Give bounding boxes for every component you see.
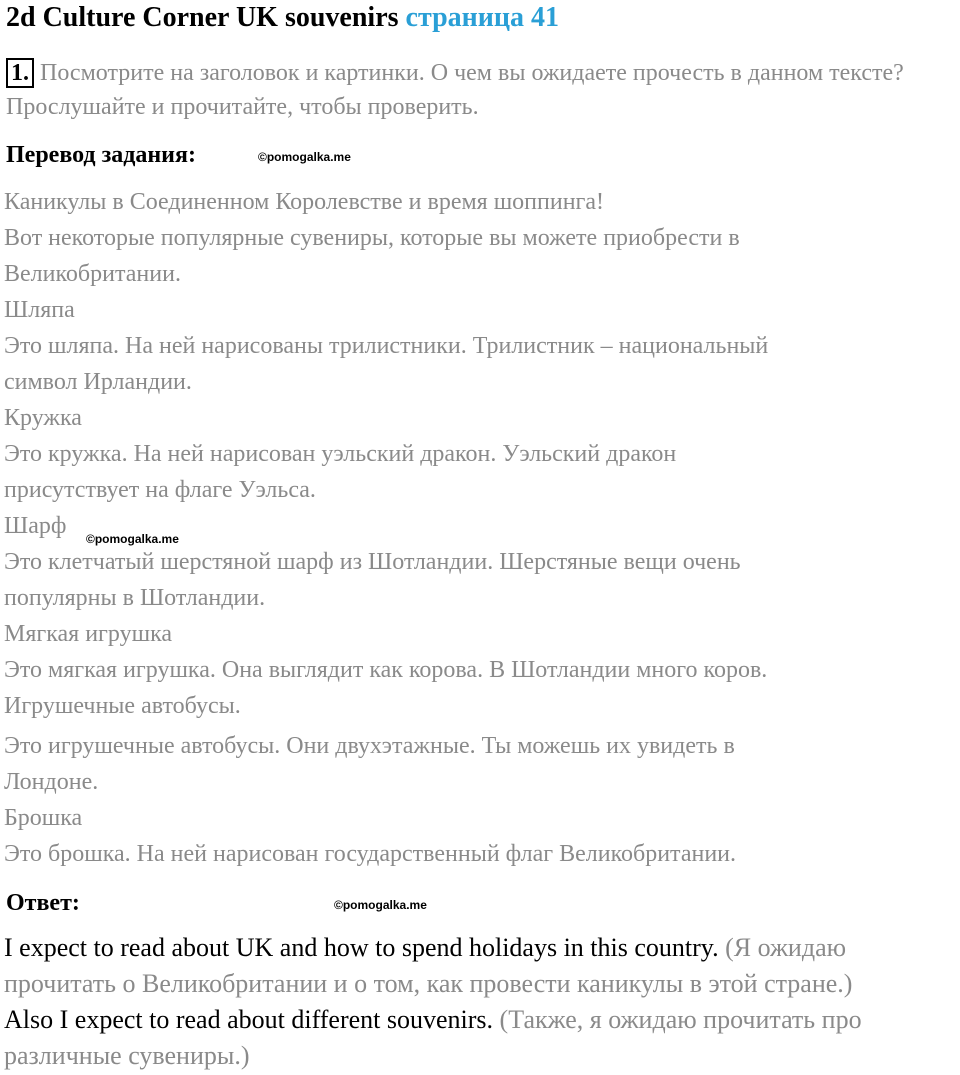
answer-text (4, 930, 960, 1074)
translation-line: Это клетчатый шерстяной шарф из Шотландии. Шерстяные вещи очень (4, 549, 741, 575)
answer-heading: Ответ: (6, 890, 80, 916)
translation-line: Игрушечные автобусы. (4, 693, 241, 719)
translation-line: Каникулы в Соединенном Королевстве и время шоппинга! (4, 189, 605, 215)
answer-english-2: Also I expect to read about different souvenirs. (4, 1005, 494, 1034)
task-number: 1. (6, 58, 34, 88)
translation-line: Шляпа (4, 297, 75, 323)
translation-line: Это кружка. На ней нарисован уэльский дракон. Уэльский дракон (4, 441, 677, 467)
translation-line: Великобритании. (4, 261, 181, 287)
answer-russian-1: (Я ожидаю прочитать о Великобритании и о том, как провести каникулы в этой стране.) (4, 933, 853, 998)
title-page-number: страница 41 (405, 2, 560, 33)
translation-line: Это брошка. На ней нарисован государственный флаг Великобритании. (4, 841, 737, 867)
translation-group-2 (4, 544, 944, 724)
translation-line: популярны в Шотландии. (4, 585, 266, 611)
translation-line: присутствует на флаге Уэльса. (4, 477, 316, 503)
title-main: 2d Culture Corner UK souvenirs (6, 2, 399, 33)
translation-line: Лондоне. (4, 769, 99, 795)
translation-group-1 (4, 184, 944, 508)
translation-line: Брошка (4, 805, 83, 831)
translation-line: Кружка (4, 405, 82, 431)
translation-group-3 (4, 728, 944, 872)
translation-heading: Перевод задания: (6, 142, 196, 168)
translation-line: Мягкая игрушка (4, 621, 173, 647)
translation-line: Это шляпа. На ней нарисованы трилистники. Трилистник – национальный (4, 333, 769, 359)
translation-line: символ Ирландии. (4, 369, 192, 395)
task-instruction (6, 56, 946, 124)
answer-english-1: I expect to read about UK and how to spend holidays in this country. (4, 933, 719, 962)
translation-line: Это игрушечные автобусы. Они двухэтажные. Ты можешь их увидеть в (4, 733, 735, 759)
translation-line: Вот некоторые популярные сувениры, которые вы можете приобрести в (4, 225, 740, 251)
watermark: ©pomogalka.me (258, 150, 351, 164)
translation-line: Шарф (4, 513, 67, 539)
page-title (6, 0, 559, 36)
watermark: ©pomogalka.me (334, 898, 427, 912)
translation-line: Это мягкая игрушка. Она выглядит как корова. В Шотландии много коров. (4, 657, 768, 683)
task-text: Посмотрите на заголовок и картинки. О чем вы ожидаете прочесть в данном тексте? Прослушайте и прочитайте, чтобы проверить. (6, 60, 904, 120)
answer-russian-2: (Также, я ожидаю прочитать про различные сувениры.) (4, 1005, 862, 1070)
watermark: ©pomogalka.me (86, 532, 179, 546)
